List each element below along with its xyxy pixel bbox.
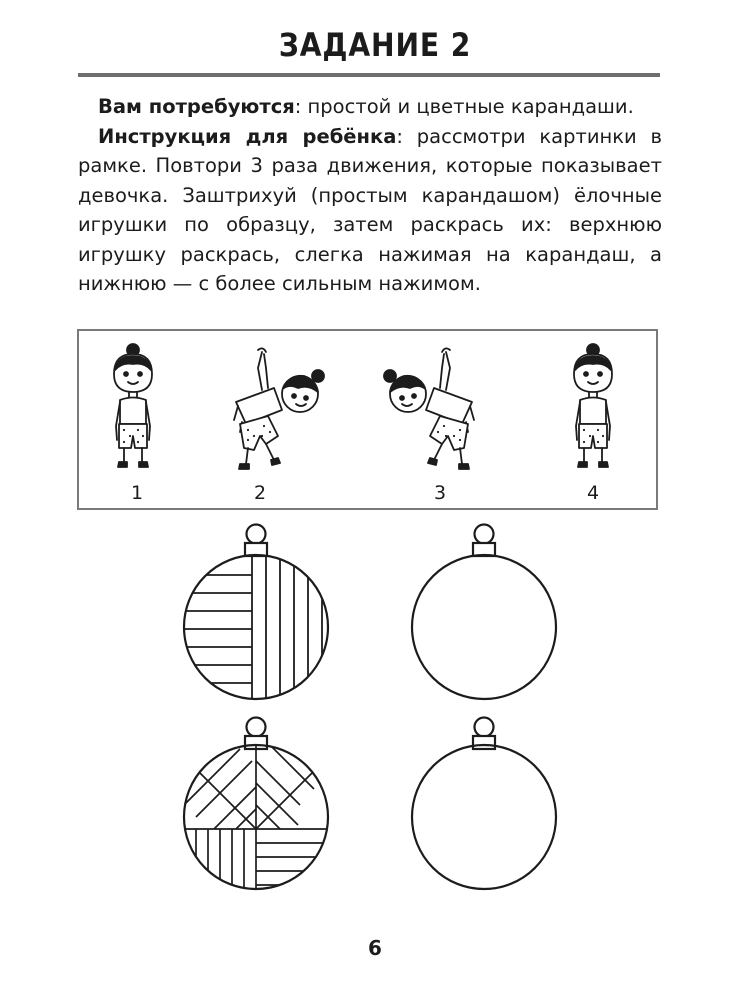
figure-number-3: 3 bbox=[433, 482, 447, 504]
materials-label: Вам потребуются bbox=[98, 95, 295, 118]
figure-number-4: 4 bbox=[586, 482, 600, 504]
ornament-blank-bottom bbox=[412, 718, 556, 890]
ornament-sample-top bbox=[184, 525, 328, 701]
task-title: ЗАДАНИЕ 2 bbox=[278, 26, 472, 64]
figure-number-2: 2 bbox=[253, 482, 267, 504]
page-number: 6 bbox=[368, 936, 382, 960]
ornament-sample-bottom bbox=[184, 718, 330, 901]
ornament-blank-top bbox=[412, 525, 556, 700]
instruction-text: : рассмотри картинки в рамке. Повтори 3 раза движения, которые показывает девочка. Заштрихуй (простым карандашом) ёлочные игрушки по образцу, затем раскрась их: верхнюю игрушку раскрась, слегка нажимая на карандаш, а нижнюю — с более сильным нажимом. bbox=[78, 124, 662, 295]
materials-text: : простой и цветные карандаши. bbox=[294, 95, 634, 118]
instruction-label: Инструкция для ребёнка bbox=[98, 124, 397, 148]
figure-number-1: 1 bbox=[130, 482, 144, 504]
